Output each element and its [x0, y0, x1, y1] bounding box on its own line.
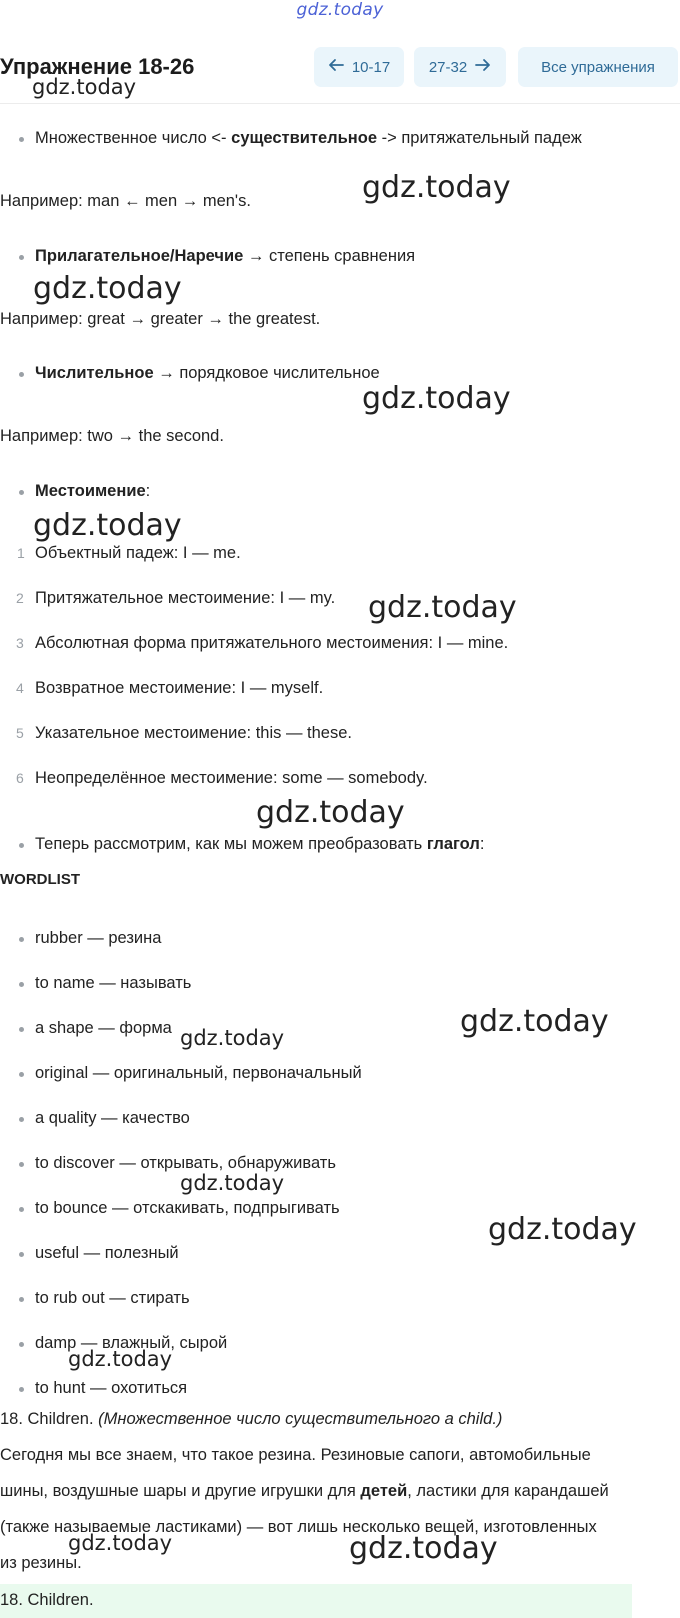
wordlist-item: useful — полезный [35, 1244, 179, 1262]
bullet-marker [19, 1117, 24, 1122]
wordlist-heading: WORDLIST [0, 871, 80, 888]
list-number: 6 [16, 770, 24, 786]
list-number: 3 [16, 635, 24, 651]
bullet-adjective [35, 247, 415, 266]
bullet-marker [19, 1297, 24, 1302]
wordlist-item: a shape — форма [35, 1019, 172, 1037]
bullet-marker [19, 255, 24, 260]
watermark: gdz.today [32, 75, 137, 99]
bullet-marker [19, 1252, 24, 1257]
paragraph-line [0, 1482, 609, 1501]
list-number: 1 [17, 545, 25, 561]
bullet-noun [35, 129, 582, 148]
site-logo[interactable]: gdz.today [296, 0, 384, 20]
pronoun-item: Объектный падеж: I — me. [35, 544, 241, 562]
watermark: gdz.today [362, 170, 511, 205]
all-exercises-label: Все упражнения [541, 58, 655, 76]
bold-term: Местоимение [35, 482, 146, 500]
watermark: gdz.today [460, 1004, 609, 1039]
pronoun-item: Притяжательное местоимение: I — my. [35, 589, 336, 607]
watermark: gdz.today [180, 1171, 285, 1195]
bullet-marker [19, 1387, 24, 1392]
wordlist-item: a quality — качество [35, 1109, 190, 1127]
wordlist-item: to hunt — охотиться [35, 1379, 188, 1397]
wordlist-item: to bounce — отскакивать, подпрыгивать [35, 1199, 340, 1217]
watermark: gdz.today [68, 1347, 173, 1371]
wordlist-item: to rub out — стирать [35, 1289, 190, 1307]
text-span: → порядковое числительное [153, 364, 380, 382]
bullet-marker [19, 1072, 24, 1077]
answer-highlight [0, 1584, 632, 1618]
next-exercise-label: 27-32 [428, 58, 468, 76]
question-18 [0, 1410, 502, 1429]
prev-exercise-label: 10-17 [351, 58, 391, 76]
wordlist-item: to name — называть [35, 974, 192, 992]
text-span: шины, воздушные шары и другие игрушки для [0, 1482, 361, 1500]
bullet-verb [35, 835, 484, 854]
wordlist-item: to discover — открывать, обнаруживать [35, 1154, 336, 1172]
text-span: Теперь рассмотрим, как мы можем преобразовать [35, 835, 427, 853]
bullet-marker [19, 843, 24, 848]
all-exercises-button[interactable] [518, 47, 678, 87]
list-number: 5 [16, 725, 24, 741]
pronoun-item: Неопределённое местоимение: some — somebody. [35, 769, 428, 787]
text-span: : [479, 835, 485, 853]
text-span: -> притяжательный падеж [377, 129, 582, 147]
watermark: gdz.today [180, 1026, 285, 1050]
bold-term: Прилагательное/Наречие [35, 247, 244, 265]
text-span: : [145, 482, 151, 500]
watermark: gdz.today [33, 271, 182, 306]
bullet-marker [19, 1027, 24, 1032]
watermark: gdz.today [368, 590, 517, 625]
bullet-numeral [35, 364, 380, 383]
bullet-marker [19, 372, 24, 377]
bullet-marker [19, 1342, 24, 1347]
pronoun-item: Абсолютная форма притяжательного местоимения: I — mine. [35, 634, 509, 652]
bullet-marker [19, 137, 24, 142]
arrow-right-icon [475, 58, 491, 76]
next-exercise-button[interactable] [414, 47, 506, 87]
text-span: 18. Children. [0, 1410, 99, 1428]
bold-term: детей [360, 1482, 408, 1500]
bold-term: существительное [231, 129, 378, 147]
answer-text: 18. Children. [0, 1591, 94, 1609]
paragraph-line: (также называемые ластиками) — вот лишь несколько вещей, изготовленных [0, 1518, 597, 1536]
bullet-marker [19, 937, 24, 942]
bullet-pronoun [35, 482, 150, 501]
list-number: 4 [16, 680, 24, 696]
prev-exercise-button[interactable] [314, 47, 404, 87]
example-numeral: Например: two → the second. [0, 427, 224, 445]
example-adjective: Например: great → greater → the greatest. [0, 310, 321, 328]
page-title: Упражнение 18-26 [0, 54, 195, 79]
watermark: gdz.today [256, 795, 405, 830]
bullet-marker [19, 1207, 24, 1212]
example-noun: Например: man ← men → men's. [0, 192, 251, 210]
header-divider [0, 103, 680, 104]
watermark: gdz.today [362, 381, 511, 416]
italic-note: (Множественное число существительного a child.) [98, 1410, 503, 1428]
arrow-left-icon [328, 58, 344, 76]
bold-term: Числительное [35, 364, 154, 382]
pronoun-item: Возвратное местоимение: I — myself. [35, 679, 324, 697]
bullet-marker [19, 1162, 24, 1167]
text-span: → степень сравнения [243, 247, 416, 265]
wordlist-item: damp — влажный, сырой [35, 1334, 228, 1352]
list-number: 2 [16, 590, 24, 606]
bullet-marker [19, 490, 24, 495]
text-span: Множественное число <- [35, 129, 232, 147]
paragraph-line: из резины. [0, 1554, 82, 1572]
wordlist-item: original — оригинальный, первоначальный [35, 1064, 362, 1082]
watermark: gdz.today [68, 1531, 173, 1555]
bullet-marker [19, 982, 24, 987]
watermark: gdz.today [488, 1212, 637, 1247]
watermark: gdz.today [349, 1531, 498, 1566]
pronoun-item: Указательное местоимение: this — these. [35, 724, 352, 742]
paragraph-line: Сегодня мы все знаем, что такое резина. Резиновые сапоги, автомобильные [0, 1446, 591, 1464]
bold-term: глагол [426, 835, 480, 853]
watermark: gdz.today [33, 508, 182, 543]
text-span: , ластики для карандашей [407, 1482, 609, 1500]
wordlist-item: rubber — резина [35, 929, 162, 947]
